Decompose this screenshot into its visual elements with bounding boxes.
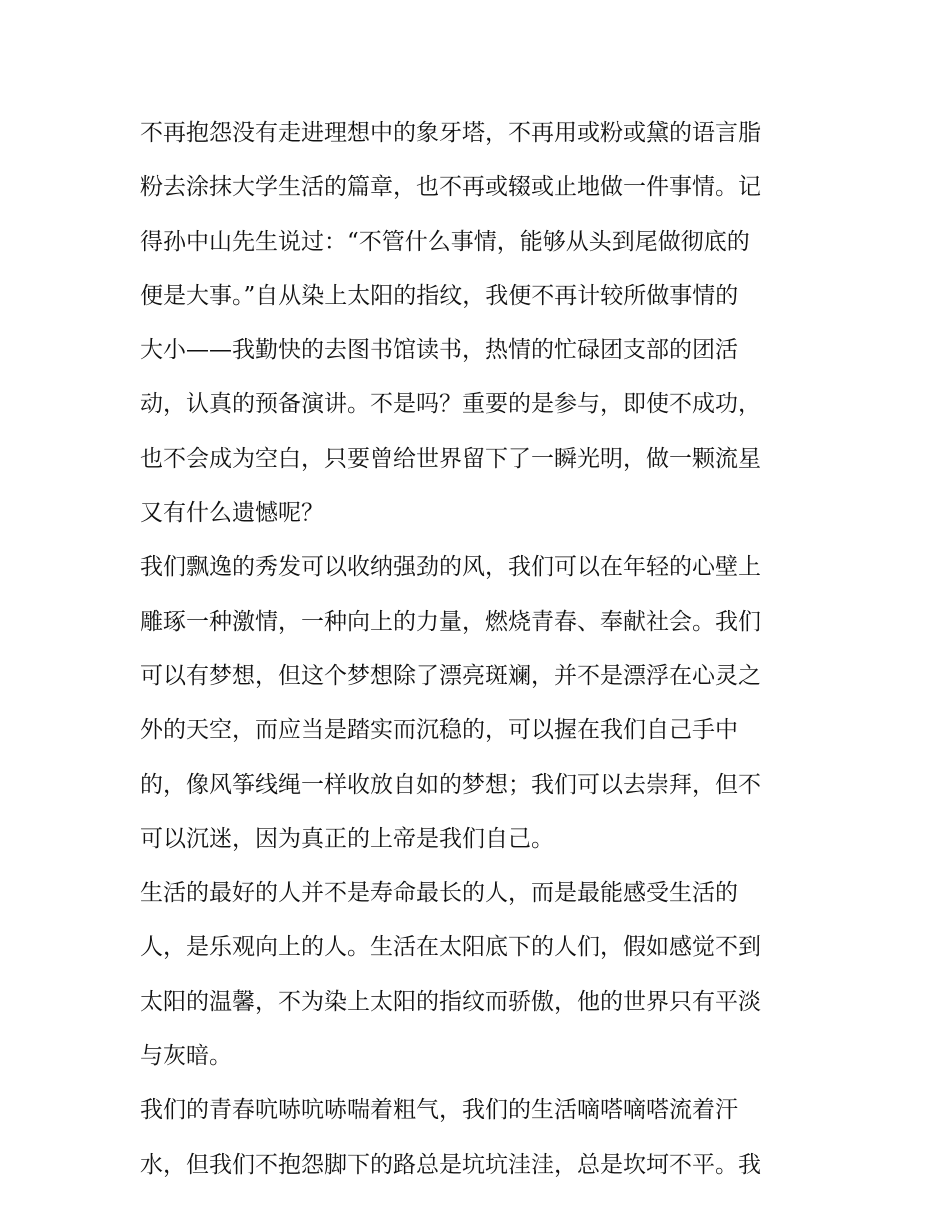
text-line-16: 人，是乐观向上的人。生活在太阳底下的人们，假如感觉不到 bbox=[140, 934, 761, 961]
text-line-2: 粉去涂抹大学生活的篇章，也不再或辍或止地做一件事情。记 bbox=[140, 174, 761, 201]
text-line-8: 又有什么遗憾呢？ bbox=[140, 500, 324, 527]
text-line-13: 的，像风筝线绳一样收放自如的梦想；我们可以去崇拜，但不 bbox=[140, 771, 761, 798]
text-line-18: 与灰暗。 bbox=[140, 1043, 232, 1070]
text-line-10: 雕琢一种激情，一种向上的力量，燃烧青春、奉献社会。我们 bbox=[140, 608, 761, 635]
text-line-5: 大小——我勤快的去图书馆读书，热情的忙碌团支部的团活 bbox=[140, 337, 738, 364]
text-line-15: 生活的最好的人并不是寿命最长的人，而是最能感受生活的 bbox=[140, 880, 738, 907]
text-line-1: 不再抱怨没有走进理想中的象牙塔，不再用或粉或黛的语言脂 bbox=[140, 120, 761, 146]
text-line-11: 可以有梦想，但这个梦想除了漂亮斑斓，并不是漂浮在心灵之 bbox=[140, 662, 761, 689]
text-line-4: 便是大事。”自从染上太阳的指纹，我便不再计较所做事情的 bbox=[140, 282, 739, 309]
text-line-14: 可以沉迷，因为真正的上帝是我们自己。 bbox=[140, 825, 554, 852]
text-line-6: 动，认真的预备演讲。不是吗？重要的是参与，即使不成功， bbox=[140, 391, 761, 418]
text-line-9: 我们飘逸的秀发可以收纳强劲的风，我们可以在年轻的心壁上 bbox=[140, 554, 761, 581]
body-text bbox=[140, 106, 812, 1192]
text-line-19: 我们的青春吭哧吭哧喘着粗气，我们的生活嘀嗒嘀嗒流着汗 bbox=[140, 1097, 738, 1124]
text-line-17: 太阳的温馨，不为染上太阳的指纹而骄傲，他的世界只有平淡 bbox=[140, 988, 761, 1015]
text-line-12: 外的天空，而应当是踏实而沉稳的，可以握在我们自己手中 bbox=[140, 717, 738, 744]
text-line-3: 得孙中山先生说过：“不管什么事情，能够从头到尾做彻底的 bbox=[140, 228, 750, 255]
text-line-20: 水，但我们不抱怨脚下的路总是坑坑洼洼，总是坎坷不平。我 bbox=[140, 1151, 761, 1178]
text-line-7: 也不会成为空白，只要曾给世界留下了一瞬光明，做一颗流星 bbox=[140, 445, 761, 472]
